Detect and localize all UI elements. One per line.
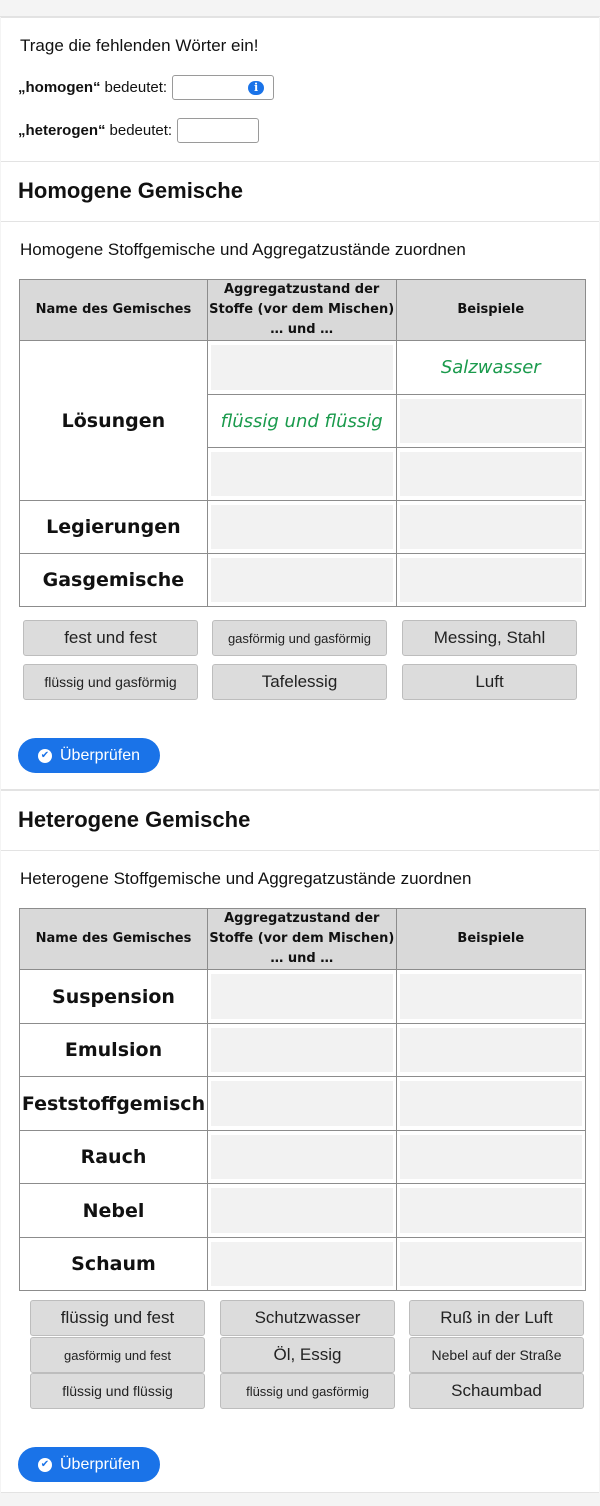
row-name-nebel: Nebel (20, 1184, 208, 1238)
check-button-label: Überprüfen (60, 1455, 141, 1473)
drop-zone[interactable] (207, 448, 396, 501)
homogene-heading-card (1, 161, 599, 222)
drop-zone[interactable] (396, 1184, 585, 1238)
drop-slot[interactable] (211, 505, 393, 549)
homogen-means: bedeutet: (104, 79, 168, 96)
drop-slot[interactable] (400, 558, 582, 602)
header-name: Name des Gemisches (20, 909, 208, 970)
heterogene-table (19, 908, 586, 1291)
check-button-label: Überprüfen (60, 746, 141, 764)
drop-zone[interactable] (207, 501, 396, 554)
row-name-legierungen: Legierungen (20, 501, 208, 554)
check-button[interactable] (18, 738, 160, 773)
row-name-suspension: Suspension (20, 970, 208, 1024)
task-title-heterogene: Heterogene Stoffgemische und Aggregatzustände zuordnen (20, 869, 472, 888)
drop-slot[interactable] (400, 1028, 582, 1072)
heterogen-means: bedeutet: (109, 122, 173, 139)
drop-zone[interactable] (396, 1024, 585, 1077)
draggable-chip[interactable]: flüssig und fest (30, 1300, 205, 1336)
homogene-task-card (1, 221, 599, 790)
drop-zone[interactable] (396, 1131, 585, 1184)
drop-slot[interactable] (211, 1188, 393, 1233)
drop-zone[interactable] (396, 1077, 585, 1131)
drop-zone[interactable] (396, 970, 585, 1024)
homogen-input[interactable] (172, 75, 274, 100)
section-title-homogene: Homogene Gemische (18, 178, 243, 203)
row-name-loesungen: Lösungen (20, 341, 208, 501)
draggable-chip[interactable]: gasförmig und gasförmig (212, 620, 387, 656)
draggable-chip[interactable]: Tafelessig (212, 664, 387, 700)
drop-slot[interactable] (400, 1081, 582, 1126)
drop-zone[interactable] (207, 1184, 396, 1238)
heterogen-row (18, 118, 259, 143)
drop-zone[interactable] (396, 395, 585, 448)
draggable-chip[interactable]: fest und fest (23, 620, 198, 656)
draggable-chip[interactable]: flüssig und gasförmig (23, 664, 198, 700)
drop-zone[interactable] (207, 970, 396, 1024)
header-state: Aggregatzustand der Stoffe (vor dem Mischen) … und … (207, 909, 396, 970)
row-name-schaum: Schaum (20, 1238, 208, 1291)
drop-zone[interactable] (207, 1024, 396, 1077)
homogen-row (18, 75, 274, 100)
drop-slot[interactable] (400, 1135, 582, 1179)
header-name: Name des Gemisches (20, 280, 208, 341)
drop-slot[interactable] (211, 1028, 393, 1072)
placed-example[interactable]: Salzwasser (440, 357, 541, 378)
drop-slot[interactable] (211, 1135, 393, 1179)
drop-zone[interactable] (396, 554, 585, 607)
header-state: Aggregatzustand der Stoffe (vor dem Mischen) … und … (207, 280, 396, 341)
draggable-chip[interactable]: flüssig und flüssig (30, 1373, 205, 1409)
drop-zone[interactable] (396, 1238, 585, 1291)
fill-in-card (1, 17, 599, 162)
row-name-feststoffgemisch: Feststoffgemisch (20, 1077, 208, 1131)
header-examples: Beispiele (396, 909, 585, 970)
heterogene-heading-card (1, 790, 599, 851)
drop-zone-filled[interactable] (207, 395, 396, 448)
draggable-chip[interactable]: Schutzwasser (220, 1300, 395, 1336)
row-name-emulsion: Emulsion (20, 1024, 208, 1077)
drop-slot[interactable] (400, 974, 582, 1019)
section-title-heterogene: Heterogene Gemische (18, 807, 251, 832)
drop-slot[interactable] (211, 452, 393, 496)
draggable-chip[interactable]: Ruß in der Luft (409, 1300, 584, 1336)
drop-slot[interactable] (211, 974, 393, 1019)
task-title-homogene: Homogene Stoffgemische und Aggregatzustände zuordnen (20, 240, 466, 259)
drop-slot[interactable] (211, 1242, 393, 1286)
top-divider (0, 0, 600, 17)
check-circle-icon: ✔ (38, 1458, 52, 1472)
draggable-chip[interactable]: Öl, Essig (220, 1337, 395, 1373)
check-circle-icon: ✔ (38, 749, 52, 763)
draggable-chip[interactable]: gasförmig und fest (30, 1337, 205, 1373)
fill-instruction: Trage die fehlenden Wörter ein! (20, 36, 259, 55)
homogen-term: „homogen“ (18, 79, 101, 96)
header-examples: Beispiele (396, 280, 585, 341)
heterogen-term: „heterogen“ (18, 122, 106, 139)
draggable-chip[interactable]: Nebel auf der Straße (409, 1337, 584, 1373)
check-button[interactable] (18, 1447, 160, 1482)
heterogene-task-card (1, 850, 599, 1493)
drop-zone[interactable] (207, 554, 396, 607)
drop-slot[interactable] (400, 399, 582, 443)
drop-slot[interactable] (211, 558, 393, 602)
draggable-chip[interactable]: Messing, Stahl (402, 620, 577, 656)
row-name-rauch: Rauch (20, 1131, 208, 1184)
placed-state[interactable]: flüssig und flüssig (220, 410, 383, 432)
homogene-table (19, 279, 586, 607)
draggable-chip[interactable]: Schaumbad (409, 1373, 584, 1409)
drop-slot[interactable] (400, 452, 582, 496)
draggable-chip[interactable]: flüssig und gasförmig (220, 1373, 395, 1409)
drop-slot[interactable] (211, 1081, 393, 1126)
row-name-gasgemische: Gasgemische (20, 554, 208, 607)
drop-zone[interactable] (207, 341, 396, 395)
drop-zone[interactable] (396, 448, 585, 501)
drop-slot[interactable] (211, 345, 393, 390)
drop-zone-filled[interactable] (396, 341, 585, 395)
drop-slot[interactable] (400, 505, 582, 549)
drop-slot[interactable] (400, 1188, 582, 1233)
drop-zone[interactable] (396, 501, 585, 554)
drop-slot[interactable] (400, 1242, 582, 1286)
drop-zone[interactable] (207, 1238, 396, 1291)
draggable-chip[interactable]: Luft (402, 664, 577, 700)
drop-zone[interactable] (207, 1131, 396, 1184)
heterogen-input[interactable] (177, 118, 259, 143)
info-icon[interactable]: i (248, 81, 264, 95)
drop-zone[interactable] (207, 1077, 396, 1131)
